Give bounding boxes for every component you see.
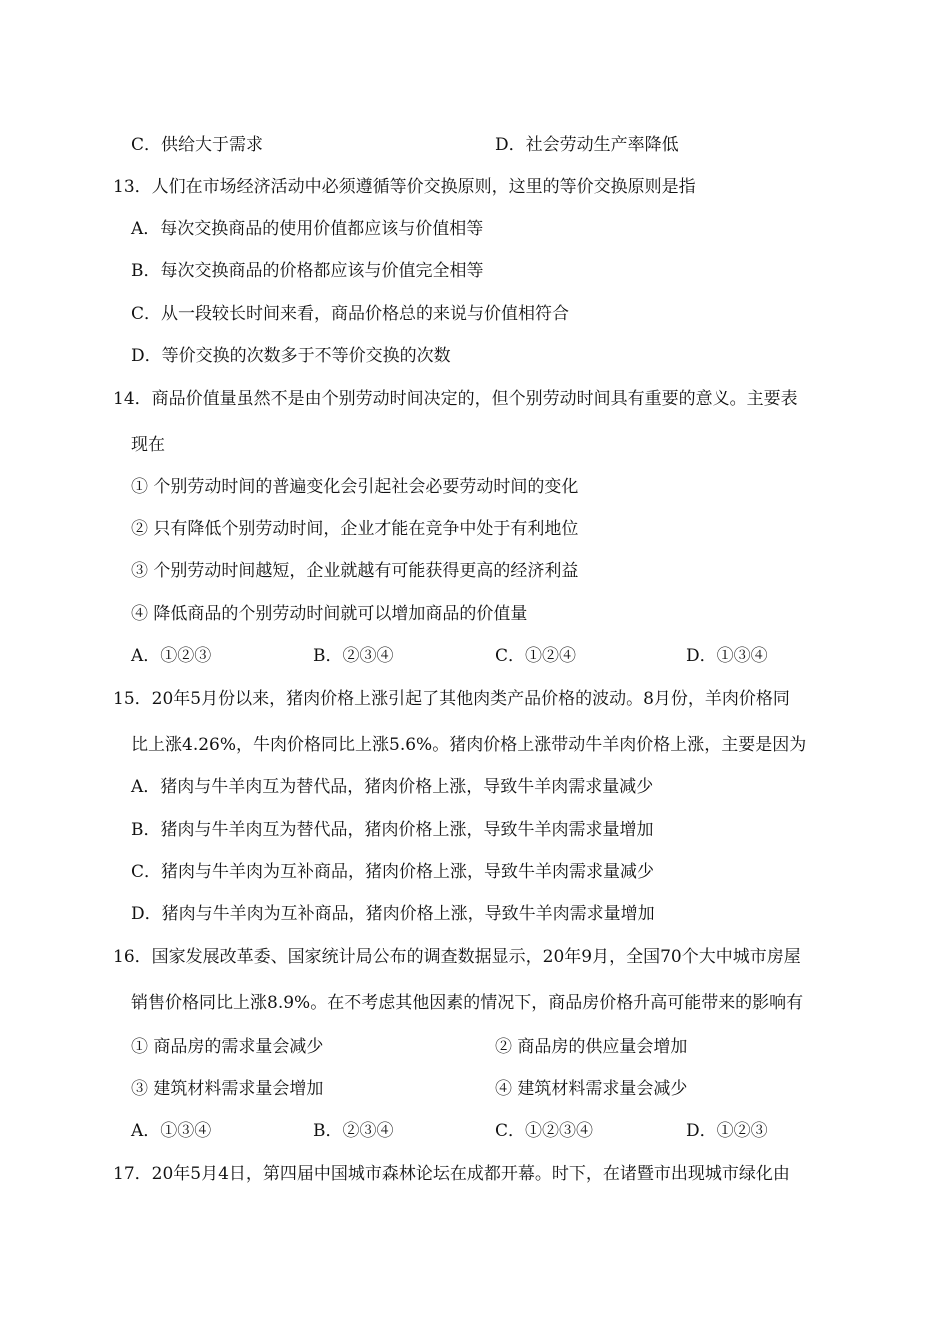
q14-statement-3: ③ 个别劳动时间越短，企业就越有可能获得更高的经济利益 [131, 561, 579, 581]
q13-stem: 13．人们在市场经济活动中必须遵循等价交换原则，这里的等价交换原则是指 [113, 177, 696, 197]
q14-statement-1: ① 个别劳动时间的普遍变化会引起社会必要劳动时间的变化 [131, 477, 579, 497]
q16-option-a: A．①③④ [131, 1121, 212, 1141]
q13-option-d: D．等价交换的次数多于不等价交换的次数 [131, 346, 451, 366]
q14-option-c: C．①②④ [495, 646, 577, 666]
q16-statement-1: ① 商品房的需求量会减少 [131, 1037, 324, 1057]
q16-option-d: D．①②③ [686, 1121, 768, 1141]
q16-statement-3: ③ 建筑材料需求量会增加 [131, 1079, 324, 1099]
q16-option-c: C．①②③④ [495, 1121, 594, 1141]
q16-stem-line2: 销售价格同比上涨8.9%。在不考虑其他因素的情况下，商品房价格升高可能带来的影响有 [131, 993, 804, 1013]
q14-statement-4: ④ 降低商品的个别劳动时间就可以增加商品的价值量 [131, 604, 528, 624]
q12-option-c: C．供给大于需求 [131, 135, 264, 155]
q14-stem-line2: 现在 [131, 435, 165, 455]
q16-statement-2: ② 商品房的供应量会增加 [495, 1037, 688, 1057]
q12-option-d: D．社会劳动生产率降低 [495, 135, 679, 155]
q16-statement-4: ④ 建筑材料需求量会减少 [495, 1079, 688, 1099]
q16-stem-line1: 16．国家发展改革委、国家统计局公布的调查数据显示，20年9月，全国70个大中城市房屋 [113, 947, 801, 967]
q17-stem-line1: 17．20年5月4日，第四届中国城市森林论坛在成都开幕。时下，在诸暨市出现城市绿化由 [113, 1164, 790, 1184]
q15-stem-line2: 比上涨4.26%，牛肉价格同比上涨5.6%。猪肉价格上涨带动牛羊肉价格上涨，主要是因为 [131, 735, 807, 755]
q15-option-c: C．猪肉与牛羊肉为互补商品，猪肉价格上涨，导致牛羊肉需求量减少 [131, 862, 655, 882]
q13-option-a: A．每次交换商品的使用价值都应该与价值相等 [131, 219, 484, 239]
q14-option-d: D．①③④ [686, 646, 768, 666]
q15-stem-line1: 15．20年5月份以来，猪肉价格上涨引起了其他肉类产品价格的波动。8月份，羊肉价格同 [113, 689, 790, 709]
q14-option-a: A．①②③ [131, 646, 212, 666]
q13-option-b: B．每次交换商品的价格都应该与价值完全相等 [131, 261, 484, 281]
q15-option-d: D．猪肉与牛羊肉为互补商品，猪肉价格上涨，导致牛羊肉需求量增加 [131, 904, 655, 924]
q14-option-b: B．②③④ [313, 646, 394, 666]
q13-option-c: C．从一段较长时间来看，商品价格总的来说与价值相符合 [131, 304, 570, 324]
q14-statement-2: ② 只有降低个别劳动时间，企业才能在竞争中处于有利地位 [131, 519, 579, 539]
q15-option-a: A．猪肉与牛羊肉互为替代品，猪肉价格上涨，导致牛羊肉需求量减少 [131, 777, 654, 797]
q16-option-b: B．②③④ [313, 1121, 394, 1141]
q15-option-b: B．猪肉与牛羊肉互为替代品，猪肉价格上涨，导致牛羊肉需求量增加 [131, 820, 654, 840]
q14-stem-line1: 14．商品价值量虽然不是由个别劳动时间决定的，但个别劳动时间具有重要的意义。主要表 [113, 389, 798, 409]
